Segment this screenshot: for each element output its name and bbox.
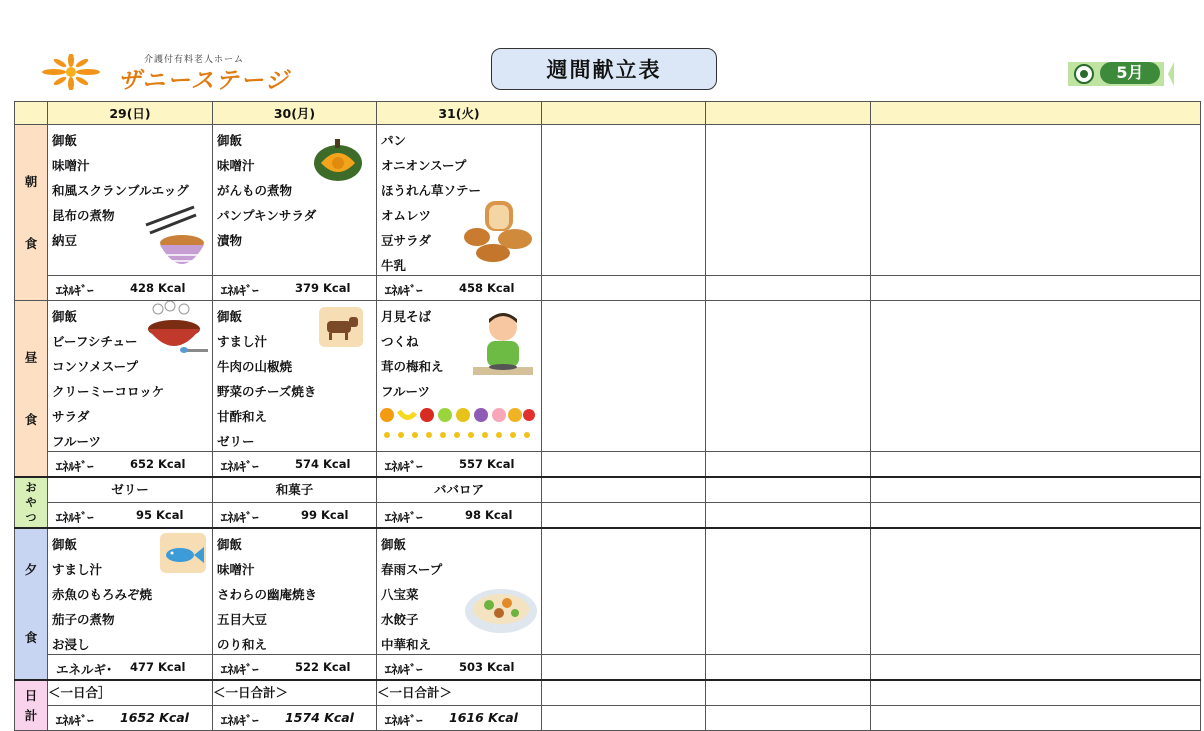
dinner-row (15, 528, 1201, 655)
snack-cell: ゼリー (48, 477, 213, 503)
energy-cell-empty (542, 655, 706, 681)
day-header: 29(日) (48, 102, 213, 125)
month-label: 5月 (1100, 62, 1160, 84)
day-header-empty (706, 102, 871, 125)
menu-cell: 御飯 春雨スープ 八宝菜 水餃子 中華和え (377, 528, 542, 655)
day-header-row (15, 102, 1201, 125)
pumpkin-icon (313, 137, 363, 183)
energy-cell-empty (871, 706, 1201, 731)
energy-cell-empty (871, 503, 1201, 529)
weekly-menu-table (14, 101, 1201, 731)
total-label: ＜一日合計＞ (377, 680, 542, 706)
energy-cell-empty (706, 276, 871, 301)
meal-label-dinner: 夕 食 (15, 528, 48, 680)
total-cell-empty (706, 680, 871, 706)
menu-cell: 御飯 すまし汁 赤魚のもろみぞ焼 茄子の煮物 お浸し (48, 528, 213, 655)
menu-cell-empty (706, 301, 871, 452)
menu-cell: 御飯 味噌汁 和風スクランブルエッグ 昆布の煮物 納豆 (48, 125, 213, 276)
menu-cell-empty (542, 301, 706, 452)
breakfast-row (15, 125, 1201, 276)
snack-cell-empty (542, 477, 706, 503)
energy-cell: ｴﾈﾙｷﾞｰ 1652 Kcal (48, 706, 213, 731)
energy-cell: ｴﾈﾙｷﾞｰ 458 Kcal (377, 276, 542, 301)
menu-cell: 御飯 味噌汁 さわらの幽庵焼き 五目大豆 のり和え (213, 528, 377, 655)
header-corner (15, 102, 48, 125)
energy-cell: ｴﾈﾙｷﾞｰ 574 Kcal (213, 452, 377, 478)
energy-cell-empty (706, 655, 871, 681)
energy-cell: ｴﾈﾙｷﾞｰ 98 Kcal (377, 503, 542, 529)
energy-cell: ｴﾈﾙｷﾞｰ 557 Kcal (377, 452, 542, 478)
energy-cell-empty (542, 452, 706, 478)
boy-eating-icon (473, 309, 533, 381)
snack-row (15, 477, 1201, 503)
snack-energy-row (15, 503, 1201, 529)
energy-cell-empty (706, 503, 871, 529)
meal-label-snack: お や つ (15, 477, 48, 528)
cow-icon (319, 307, 363, 347)
menu-cell: 御飯 ビーフシチュー コンソメスープ クリーミーコロッケ サラダ フルーツ (48, 301, 213, 452)
menu-cell-empty (706, 528, 871, 655)
energy-cell-empty (871, 452, 1201, 478)
sun-logo-icon (26, 54, 116, 90)
energy-cell: ｴﾈﾙｷﾞｰ 652 Kcal (48, 452, 213, 478)
menu-cell: 御飯 味噌汁 がんもの煮物 パンプキンサラダ 漬物 (213, 125, 377, 276)
menu-cell-empty (706, 125, 871, 276)
meal-label-breakfast: 朝 食 (15, 125, 48, 301)
energy-cell: ｴﾈﾙｷﾞｰ 95 Kcal (48, 503, 213, 529)
energy-cell: ｴﾈﾙｷﾞｰ 503 Kcal (377, 655, 542, 681)
facility-type: 介護付有料老人ホーム (144, 55, 245, 65)
energy-cell-empty (542, 276, 706, 301)
energy-cell: ｴﾈﾙｷﾞｰ 1574 Kcal (213, 706, 377, 731)
snack-cell-empty (871, 477, 1201, 503)
energy-cell: ｴﾈﾙｷﾞｰ 379 Kcal (213, 276, 377, 301)
dinner-energy-row (15, 655, 1201, 681)
snack-cell: 和菓子 (213, 477, 377, 503)
menu-cell-empty (871, 528, 1201, 655)
energy-cell-empty (706, 452, 871, 478)
menu-cell: 御飯 すまし汁 牛肉の山椒焼 野菜のチーズ焼き 甘酢和え ゼリー (213, 301, 377, 452)
energy-cell: ｴﾈﾙｷﾞｰ 522 Kcal (213, 655, 377, 681)
natto-bowl-icon (144, 203, 208, 273)
day-header: 31(火) (377, 102, 542, 125)
month-badge (1068, 60, 1176, 88)
fish-icon (160, 533, 206, 573)
energy-cell: ｴﾈﾙｷﾞｰ 428 Kcal (48, 276, 213, 301)
total-energy-row (15, 706, 1201, 731)
energy-cell-empty (871, 655, 1201, 681)
energy-cell-empty (871, 276, 1201, 301)
total-cell-empty (542, 680, 706, 706)
chinese-dish-icon (463, 581, 539, 637)
energy-cell: エネルギ･ 477 Kcal (48, 655, 213, 681)
energy-cell-empty (542, 706, 706, 731)
energy-cell: ｴﾈﾙｷﾞｰ 1616 Kcal (377, 706, 542, 731)
lunch-energy-row (15, 452, 1201, 478)
total-label: ＜一日合］ (48, 680, 213, 706)
menu-cell-empty (542, 125, 706, 276)
total-label: ＜一日合計＞ (213, 680, 377, 706)
day-header: 30(月) (213, 102, 377, 125)
menu-cell: 月見そば つくね 茸の梅和え フルーツ (377, 301, 542, 452)
energy-cell: ｴﾈﾙｷﾞｰ 99 Kcal (213, 503, 377, 529)
snack-cell-empty (706, 477, 871, 503)
menu-cell-empty (871, 301, 1201, 452)
meal-label-lunch: 昼 食 (15, 301, 48, 478)
stew-pot-icon (144, 301, 210, 363)
meal-label-total: 日 計 (15, 680, 48, 731)
page-title: 週間献立表 (491, 48, 717, 90)
energy-cell-empty (706, 706, 871, 731)
total-cell-empty (871, 680, 1201, 706)
day-header-empty (871, 102, 1201, 125)
energy-cell-empty (542, 503, 706, 529)
facility-logo (26, 52, 326, 92)
menu-cell: パン オニオンスープ ほうれん草ソテー オムレツ 豆サラダ 牛乳 (377, 125, 542, 276)
breakfast-energy-row (15, 276, 1201, 301)
facility-name: ザニーステージ (118, 68, 291, 94)
bread-icon (463, 197, 535, 267)
menu-cell-empty (871, 125, 1201, 276)
lunch-row (15, 301, 1201, 452)
snack-cell: ババロア (377, 477, 542, 503)
day-header-empty (542, 102, 706, 125)
fruits-icon (379, 405, 535, 445)
menu-cell-empty (542, 528, 706, 655)
total-row (15, 680, 1201, 706)
